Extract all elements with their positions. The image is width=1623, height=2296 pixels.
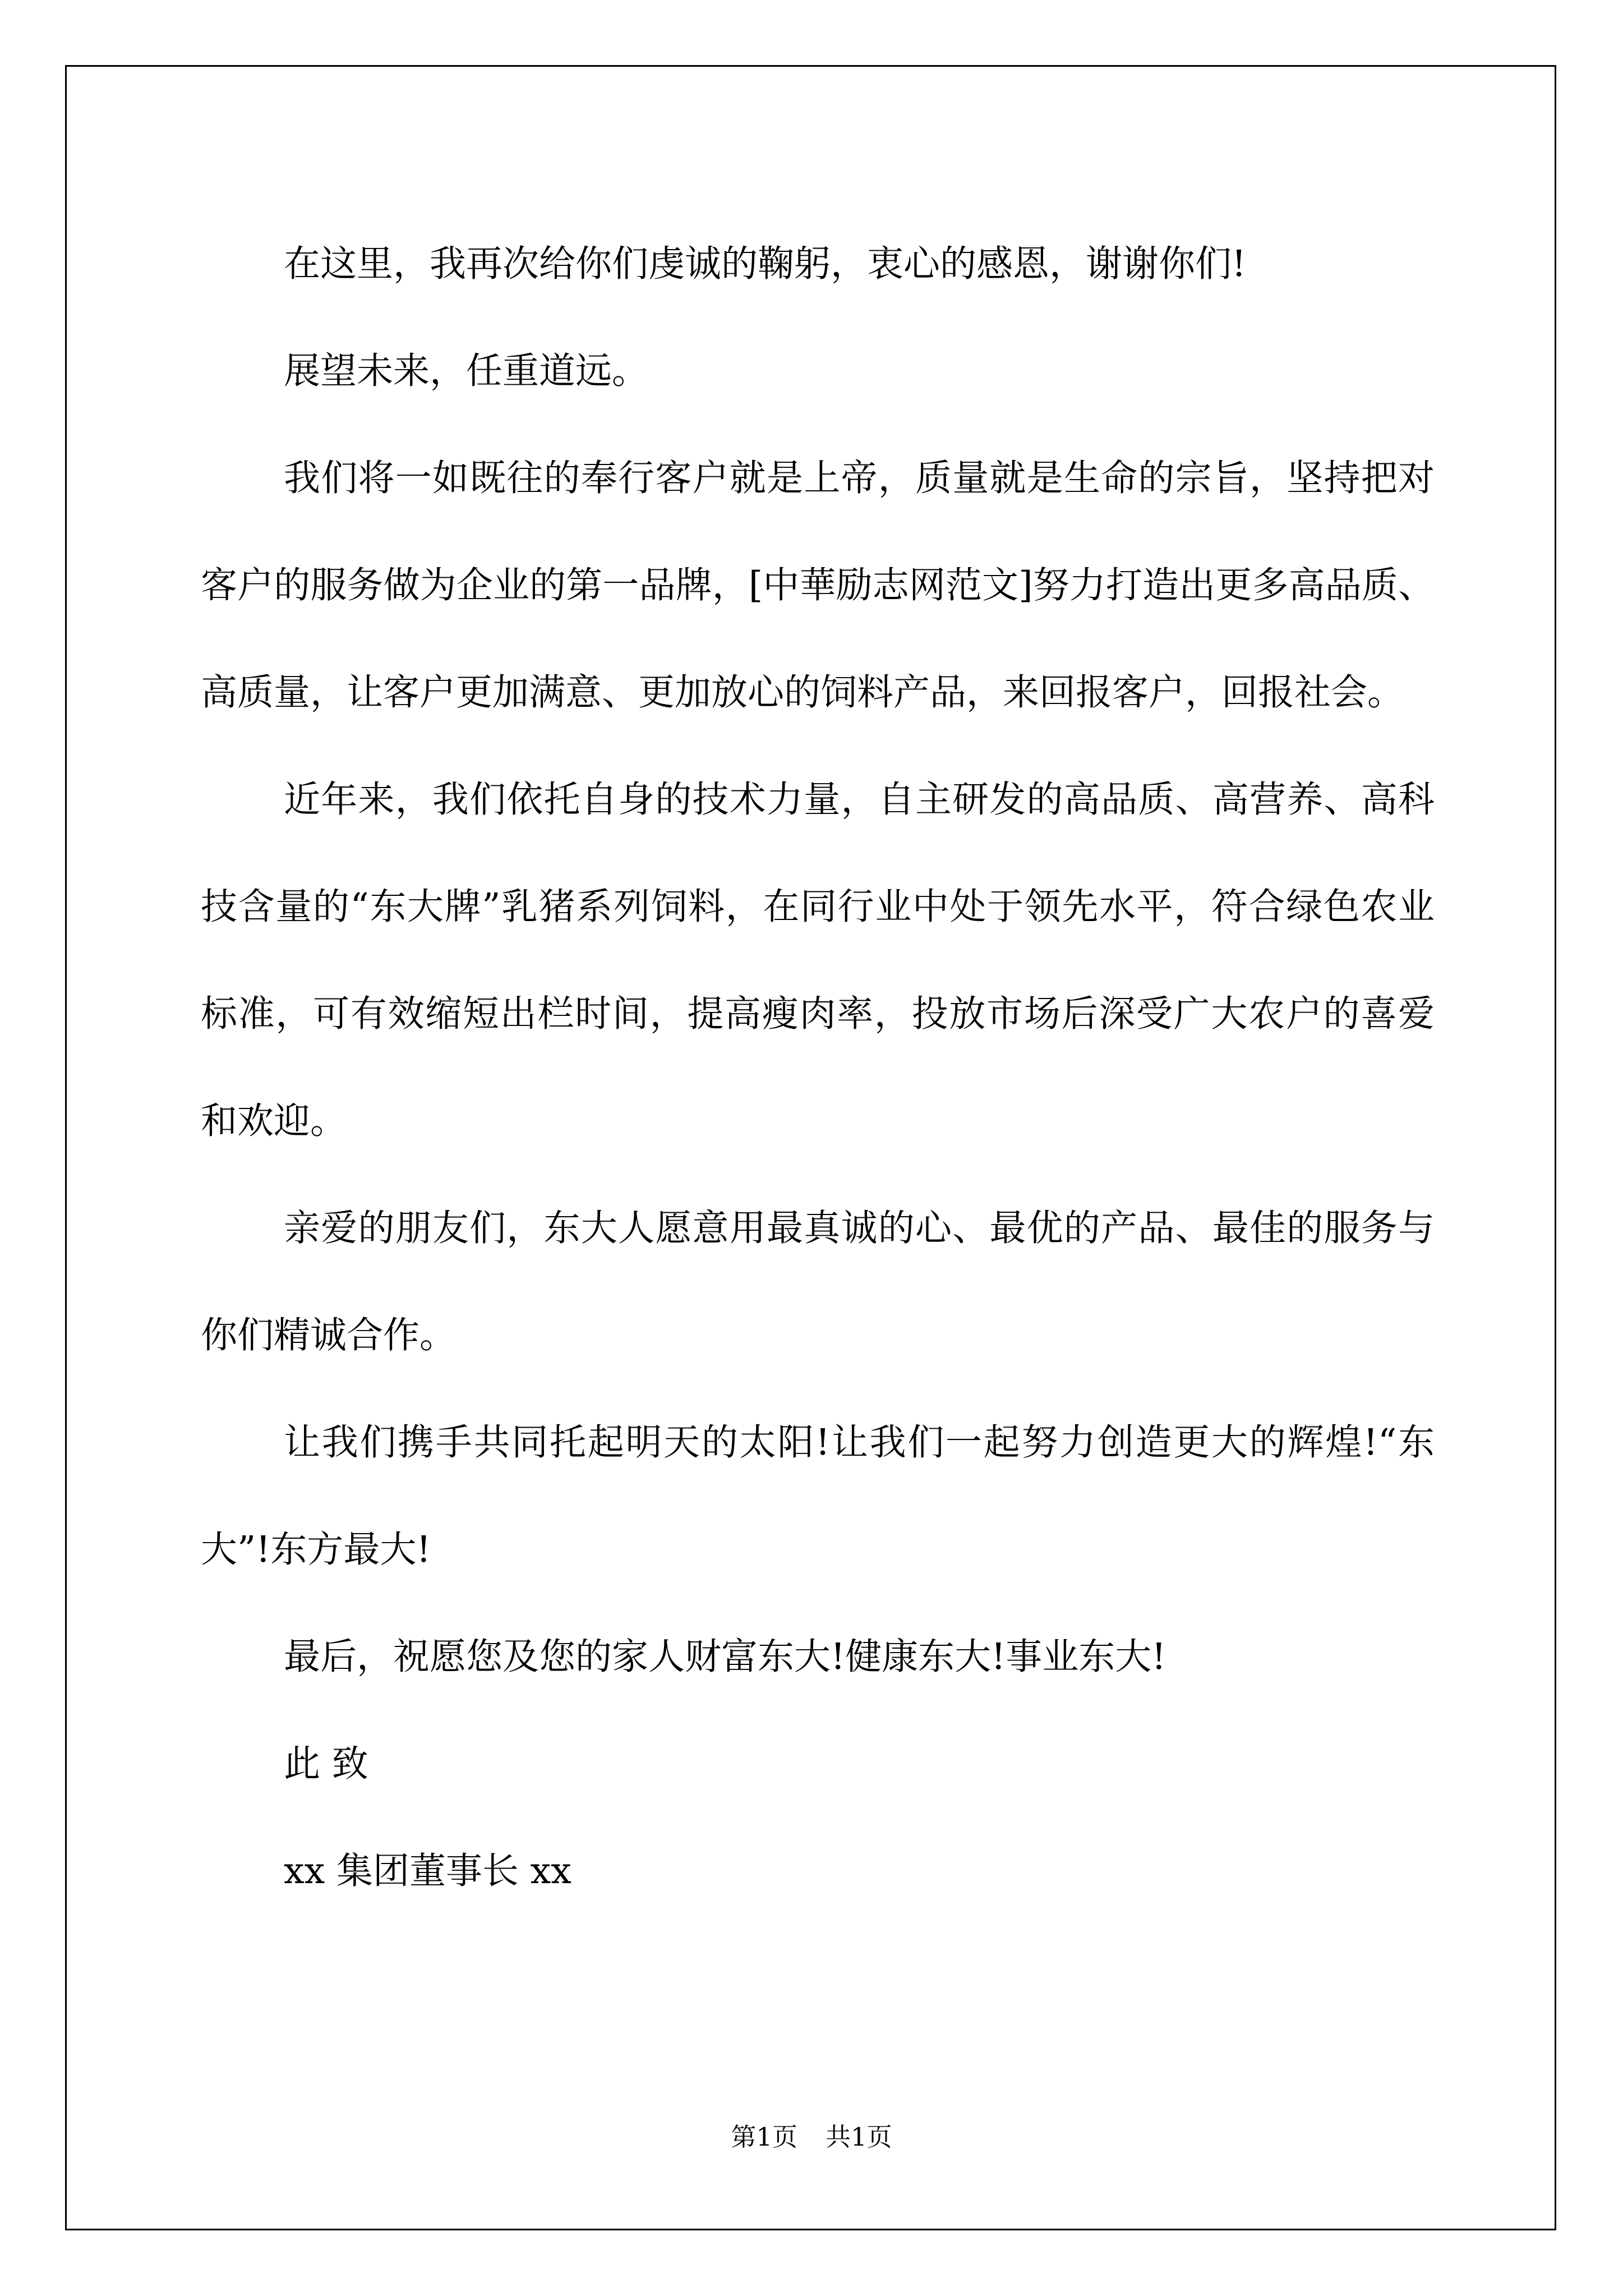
- paragraph-cooperation: 亲爱的朋友们，东大人愿意用最真诚的心、最优的产品、最佳的服务与你们精诚合作。: [201, 1207, 1435, 1356]
- signature: xx 集团董事长 xx: [284, 1850, 571, 1892]
- page-number: 第1页: [731, 2122, 797, 2152]
- paragraph-products: 近年来，我们依托自身的技术力量，自主研发的高品质、高营养、高科技含量的“东大牌”乳猪系列饲料，在同行业中处于领先水平，符合绿色农业标准，可有效缩短出栏时间，提高瘦肉率，投放市场后深受广大农户的喜爱和欢迎。: [201, 779, 1435, 1142]
- page-footer: [0, 2120, 1623, 2154]
- paragraph-commitment: 我们将一如既往的奉行客户就是上帝，质量就是生命的宗旨，坚持把对客户的服务做为企业的第一品牌，[中華励志网范文]努力打造出更多高品质、高质量，让客户更加满意、更加放心的饲料产品，来回报客户，回报社会。: [201, 457, 1435, 714]
- paragraph-call-to-action: 让我们携手共同托起明天的太阳!让我们一起努力创造更大的辉煌!“东大”!东方最大!: [201, 1421, 1435, 1571]
- paragraph-outlook: 展望未来，任重道远。: [284, 350, 649, 392]
- paragraph-wishes: 最后，祝愿您及您的家人财富东大!健康东大!事业东大!: [284, 1636, 1166, 1678]
- paragraph-thanks: 在这里，我再次给你们虔诚的鞠躬，衷心的感恩，谢谢你们!: [284, 243, 1247, 285]
- document-body: [201, 210, 1435, 1925]
- closing-salutation: 此 致: [284, 1743, 368, 1785]
- page-total: 共1页: [826, 2122, 892, 2152]
